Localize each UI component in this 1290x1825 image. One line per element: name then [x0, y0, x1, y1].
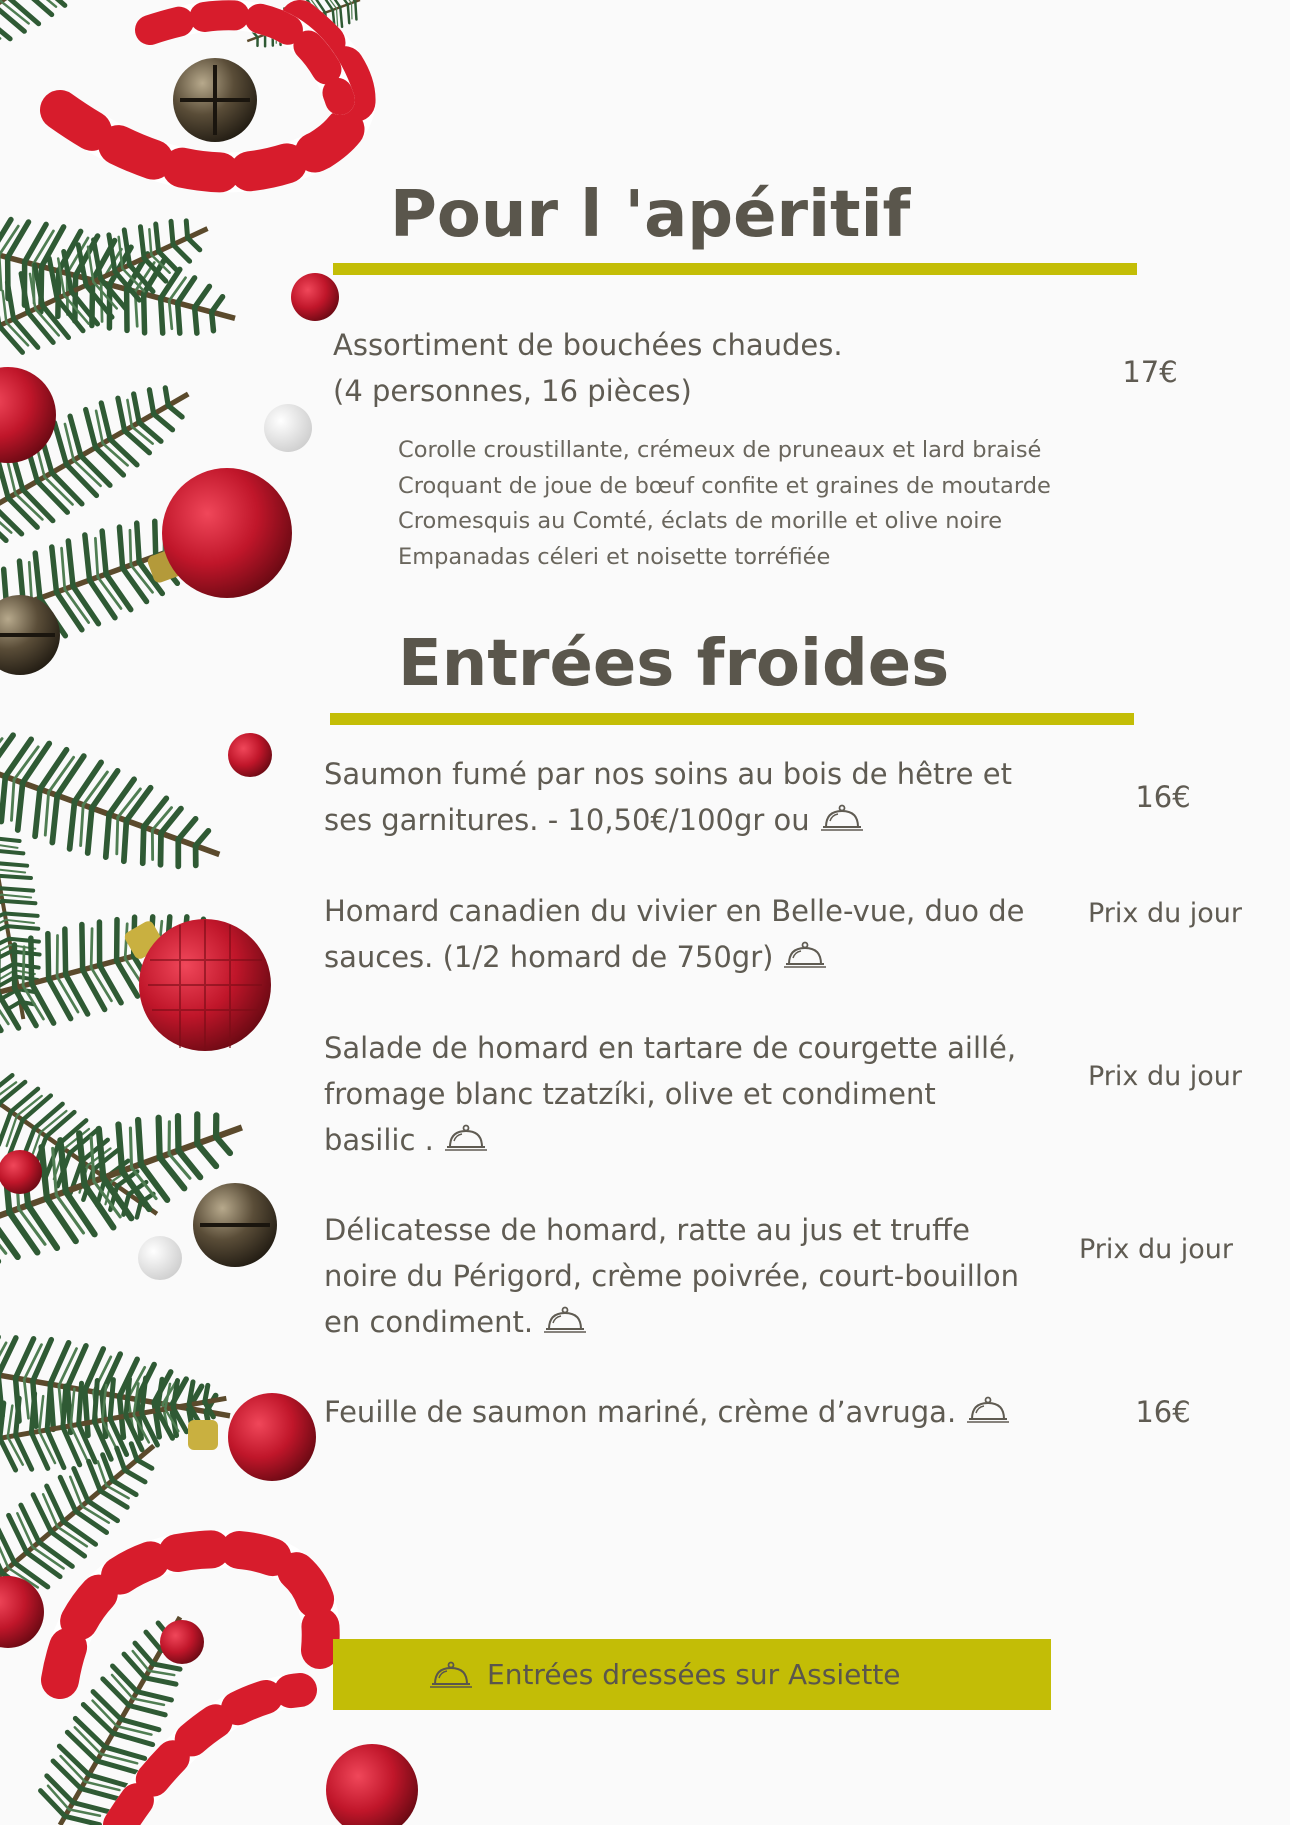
menu-item-description	[324, 1389, 1084, 1435]
cloche-icon	[429, 1660, 473, 1690]
section-underline	[330, 713, 1134, 725]
plated-legend-banner	[333, 1639, 1051, 1710]
description-line: Délicatesse de homard, ratte au jus et truffe	[324, 1213, 970, 1247]
detail-line: Empanadas céleri et noisette torréfiée	[398, 543, 831, 570]
menu-item-description	[333, 322, 953, 414]
description-line: Assortiment de bouchées chaudes.	[333, 328, 843, 362]
menu-item-description	[324, 888, 1044, 980]
description-line: Homard canadien du vivier en Belle-vue, duo de	[324, 894, 1025, 928]
menu-item-description	[324, 1207, 1084, 1345]
banner-label: Entrées dressées sur Assiette	[487, 1658, 901, 1691]
menu-item-price: Prix du jour	[1078, 1234, 1234, 1265]
section-title-entrees-froides: Entrées froides	[398, 627, 950, 701]
menu-item-price: 17€	[1122, 355, 1178, 389]
cloche-icon	[966, 1395, 1010, 1425]
detail-line: Croquant de joue de bœuf confite et graines de moutarde	[398, 472, 1051, 499]
menu-item-price: 16€	[1135, 1395, 1191, 1429]
cloche-icon	[820, 803, 864, 833]
description-line: basilic .	[324, 1117, 1044, 1163]
menu-item-details	[398, 433, 1118, 575]
section-title-aperitif: Pour l 'apéritif	[390, 178, 911, 252]
menu-item-price: 16€	[1135, 780, 1191, 814]
description-line: noire du Périgord, crème poivrée, court-bouillon	[324, 1259, 1020, 1293]
menu-item-description	[324, 751, 1044, 843]
description-line: (4 personnes, 16 pièces)	[333, 374, 692, 408]
cloche-icon	[444, 1123, 488, 1153]
description-line: en condiment.	[324, 1299, 1084, 1345]
detail-line: Corolle croustillante, crémeux de pruneaux et lard braisé	[398, 437, 1042, 463]
cloche-icon	[543, 1305, 587, 1335]
section-underline	[333, 263, 1137, 275]
description-line: ses garnitures. - 10,50€/100gr ou	[324, 797, 1044, 843]
description-line: Feuille de saumon mariné, crème d’avruga.	[324, 1389, 1084, 1435]
description-line: fromage blanc tzatzíki, olive et condiment	[324, 1077, 936, 1111]
description-line: Salade de homard en tartare de courgette aillé,	[324, 1031, 1017, 1065]
cloche-icon	[783, 940, 827, 970]
detail-line: Cromesquis au Comté, éclats de morille et olive noire	[398, 508, 1003, 534]
menu-item-price: Prix du jour	[1087, 898, 1243, 929]
description-line: sauces. (1/2 homard de 750gr)	[324, 934, 1044, 980]
menu-item-price: Prix du jour	[1087, 1061, 1243, 1092]
description-line: Saumon fumé par nos soins au bois de hêtre et	[324, 757, 1012, 791]
menu-item-description	[324, 1025, 1044, 1163]
